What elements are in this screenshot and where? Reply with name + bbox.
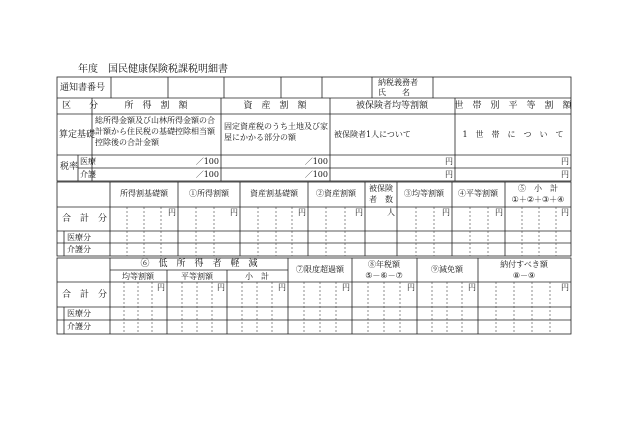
household-amount-header: ④平等割額 [458,189,498,198]
asset-base-header: 資産割基礎額 [250,189,298,198]
basis-label: 算定基礎 [59,130,96,140]
asset-amount-header: ②資産割額 [316,189,356,198]
tax-rate-care-label: 介護 [80,170,96,179]
per-capita-rate-medical: 円 [445,157,453,166]
insured-count-header-1: 被保険 [369,184,393,193]
reduction-subtotal-yen: 円 [278,283,286,292]
income-base-yen: 円 [168,208,176,217]
income-rate-care: ／100 [195,170,219,179]
asset-basis-text: 固定資産税のうち土地及び家屋にかかる部分の額 [224,122,328,142]
care-row-label: 介護分 [67,245,91,254]
insured-count-header-2: 者 数 [369,195,393,204]
income-base-header: 所得割基礎額 [120,189,168,198]
document-title [78,60,238,75]
exemption-header: ⑨減免額 [431,265,463,274]
subtotal-header-2: ①＋②＋③＋④ [511,195,565,204]
asset-base-yen: 円 [298,208,306,217]
payable-header-2: ⑧－⑨ [512,271,536,280]
income-levy-header: 所 得 割 額 [124,101,188,111]
reduction-subtotal-header: 小 計 [245,272,269,281]
reduction-household-yen: 円 [217,283,225,292]
per-capita-amount-yen: 円 [442,208,450,217]
household-amount-yen: 円 [495,208,503,217]
exemption-yen: 円 [468,283,476,292]
reduction-per-capita-yen: 円 [157,283,165,292]
taxpayer-label: 納税義務者 [378,78,418,87]
medical-row-label-2: 医療分 [67,309,91,318]
income-basis-text: 総所得金額及び山林所得金額の合計額から住民税の基礎控除相当額控除後の合計金額 [95,116,215,147]
asset-levy-header: 資 産 割 額 [243,101,307,111]
subtotal-yen: 円 [561,208,569,217]
subtotal-header-1: ⑤ 小 計 [518,184,558,193]
total-row-label-2: 合 計 分 [62,290,108,300]
per-capita-basis-text: 被保険者1人について [334,130,411,139]
per-capita-rate-care: 円 [445,170,453,179]
asset-amount-yen: 円 [355,208,363,217]
limit-excess-header: ⑦限度超過額 [296,265,344,274]
household-basis-text: 1 世 帯 に つ い て [462,130,564,139]
reduction-per-capita-header: 均等割額 [122,272,154,281]
annual-tax-header-2: ⑤－⑥－⑦ [365,271,403,280]
income-amount-yen: 円 [230,208,238,217]
year-label: 年度 [78,64,98,75]
income-rate-medical: ／100 [195,157,219,166]
care-row-label-2: 介護分 [67,322,91,331]
limit-excess-yen: 円 [342,283,350,292]
payable-header-1: 納付すべき額 [500,260,548,269]
tax-rate-label: 税率 [60,162,79,172]
annual-tax-header-1: ⑧年税額 [368,260,400,269]
annual-tax-yen: 円 [407,283,415,292]
household-rate-medical: 円 [561,157,569,166]
payable-yen: 円 [561,283,569,292]
income-amount-header: ①所得割額 [189,189,229,198]
per-capita-amount-header: ③均等割額 [404,189,444,198]
medical-row-label: 医療分 [67,233,91,242]
asset-rate-care: ／100 [304,170,328,179]
per-capita-header: 被保険者均等割額 [355,101,429,111]
name-label: 氏 名 [378,88,410,97]
category-header: 区 分 [62,101,99,111]
low-income-reduction-header: ⑥ 低 所 得 者 軽 減 [140,259,258,269]
total-row-label: 合 計 分 [62,214,108,224]
household-header: 世 帯 別 平 等 割 額 [454,101,572,111]
tax-rate-medical-label: 医療 [80,157,96,166]
asset-rate-medical: ／100 [304,157,328,166]
notice-number-label: 通知書番号 [60,83,106,93]
household-rate-care: 円 [561,170,569,179]
reduction-household-header: 平等割額 [181,272,213,281]
form-title: 国民健康保険税課税明細書 [108,64,228,75]
insured-count-unit: 人 [387,208,395,217]
